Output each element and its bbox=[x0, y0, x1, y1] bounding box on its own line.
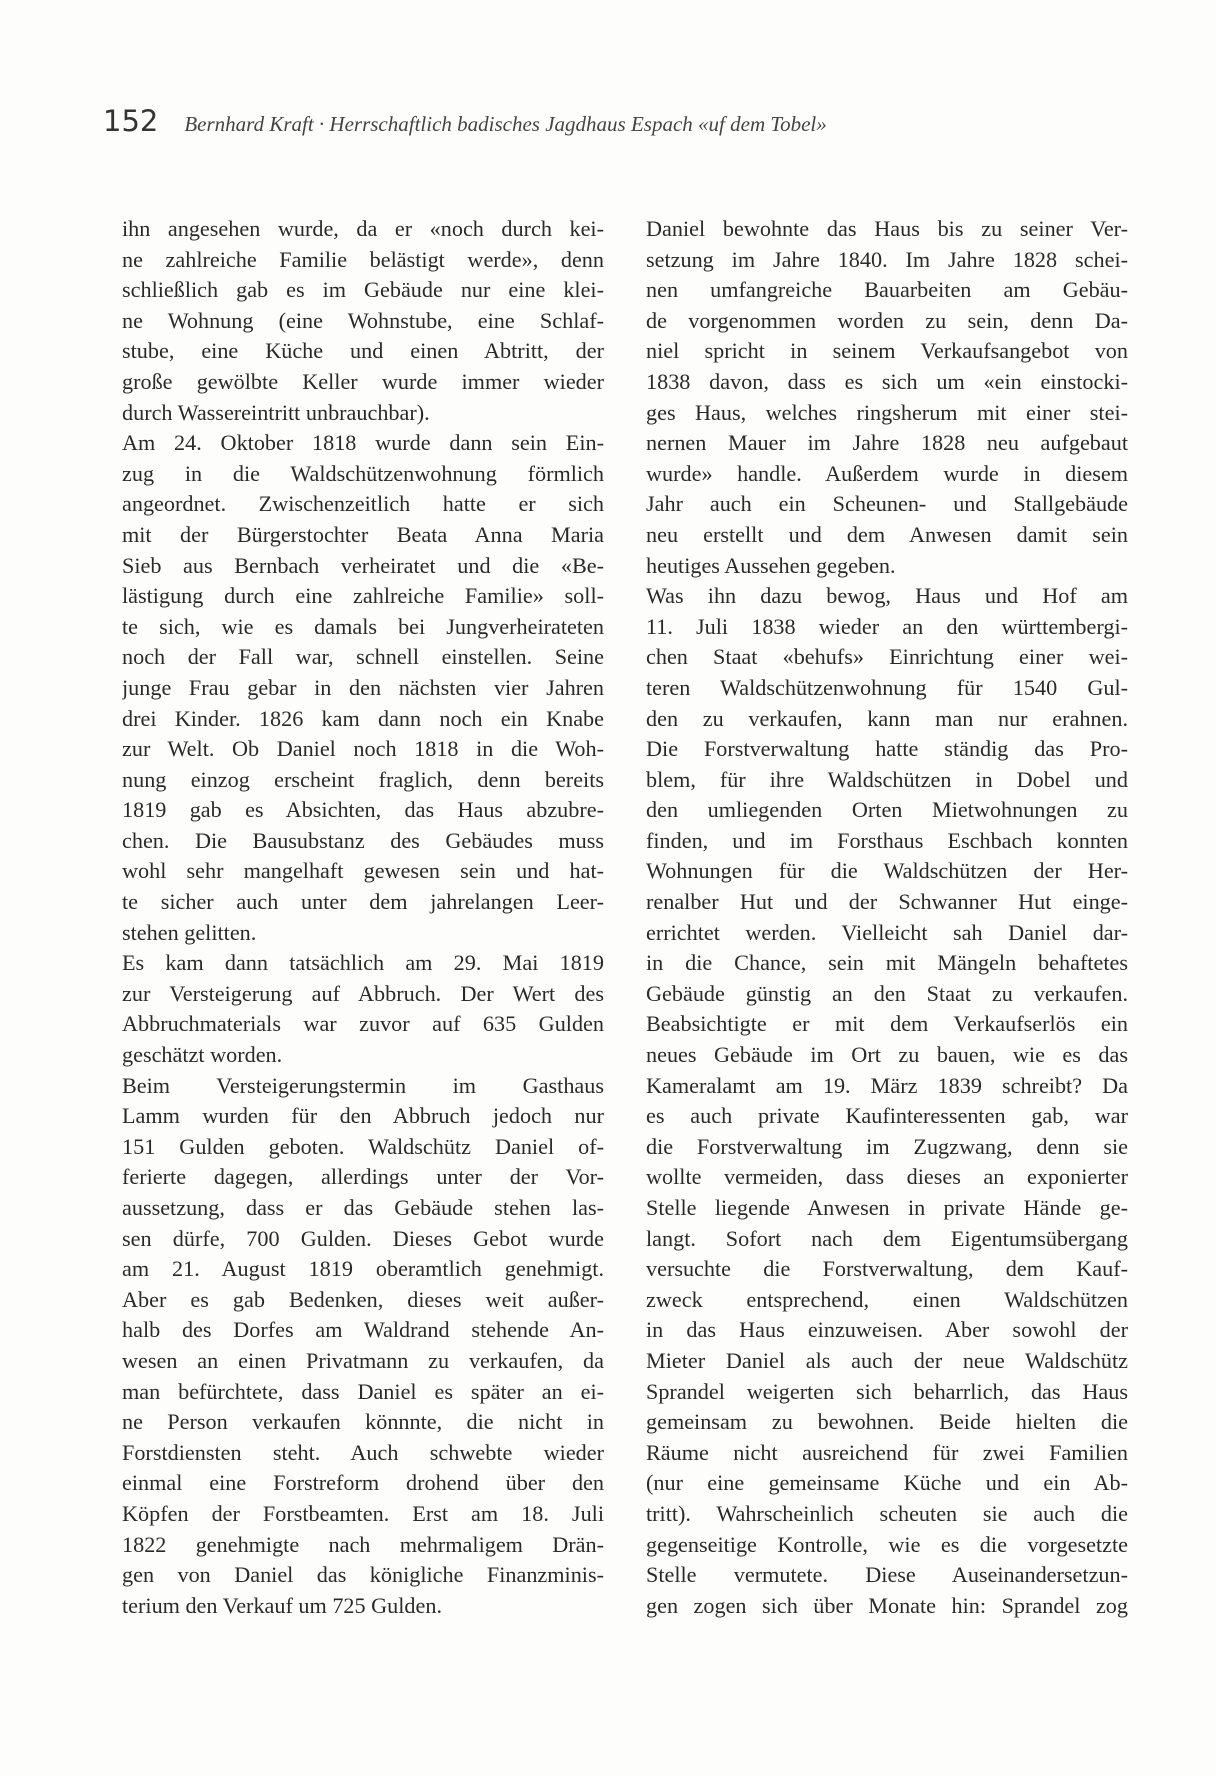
text-line: chen Staat «behufs» Einrichtung einer wei- bbox=[646, 644, 1128, 670]
text-line: ihn angesehen wurde, da er «noch durch kei- bbox=[122, 216, 604, 241]
running-title: Bernhard Kraft · Herrschaftlich badisches Jagdhaus Espach «uf dem Tobel» bbox=[184, 112, 827, 136]
text-line: angeordnet. Zwischenzeitlich hatte er sich bbox=[122, 491, 604, 517]
text-line: niel spricht in seinem Verkaufsangebot von bbox=[646, 338, 1128, 364]
text-line: wurde» handle. Außerdem wurde in diesem bbox=[646, 460, 1128, 486]
text-line: zug in die Waldschützenwohnung förmlich bbox=[122, 460, 604, 486]
page-number: 152 bbox=[103, 104, 159, 138]
text-line: 1822 genehmigte nach mehrmaligem Drän- bbox=[122, 1531, 604, 1557]
text-line: stehen gelitten. bbox=[122, 919, 257, 945]
text-line: nen umfangreiche Bauarbeiten am Gebäu- bbox=[646, 277, 1128, 303]
text-line: wohl sehr mangelhaft gewesen sein und hat- bbox=[122, 858, 604, 884]
left-text-column bbox=[122, 214, 604, 1634]
text-line: große gewölbte Keller wurde immer wieder bbox=[122, 368, 604, 394]
page-header bbox=[103, 104, 1113, 144]
text-line: Forstdiensten steht. Auch schwebte wieder bbox=[122, 1439, 604, 1465]
text-line: Räume nicht ausreichend für zwei Familien bbox=[646, 1439, 1128, 1465]
text-line: Abbruchmaterials war zuvor auf 635 Gulden bbox=[122, 1011, 604, 1037]
text-line: gegenseitige Kontrolle, wie es die vorgesetzte bbox=[646, 1531, 1128, 1557]
text-line: errichtet werden. Vielleicht sah Daniel dar- bbox=[646, 919, 1128, 945]
text-line: 1819 gab es Absichten, das Haus abzubre- bbox=[122, 797, 604, 823]
text-line: Am 24. Oktober 1818 wurde dann sein Ein- bbox=[122, 430, 604, 456]
text-line: te sicher auch unter dem jahrelangen Leer- bbox=[122, 889, 604, 915]
text-line: Sieb aus Bernbach verheiratet und die «Be- bbox=[122, 552, 604, 578]
text-line: neues Gebäude im Ort zu bauen, wie es das bbox=[646, 1042, 1128, 1068]
text-line: schließlich gab es im Gebäude nur eine klei- bbox=[122, 277, 604, 303]
text-line: de vorgenommen worden zu sein, denn Da- bbox=[646, 307, 1128, 333]
text-line: Daniel bewohnte das Haus bis zu seiner Ver- bbox=[646, 216, 1128, 241]
text-line: (nur eine gemeinsame Küche und ein Ab- bbox=[646, 1470, 1128, 1496]
text-line: man befürchtete, dass Daniel es später an ei- bbox=[122, 1378, 604, 1404]
text-line: junge Frau gebar in den nächsten vier Jahren bbox=[122, 674, 604, 700]
text-line: Mieter Daniel als auch der neue Waldschütz bbox=[646, 1347, 1128, 1373]
text-line: den umliegenden Orten Mietwohnungen zu bbox=[646, 797, 1128, 823]
text-line: zur Versteigerung auf Abbruch. Der Wert des bbox=[122, 980, 604, 1006]
text-line: nung einzog erscheint fraglich, denn bereits bbox=[122, 766, 604, 792]
text-line: 151 Gulden geboten. Waldschütz Daniel of- bbox=[122, 1133, 604, 1159]
text-line: stube, eine Küche und einen Abtritt, der bbox=[122, 338, 604, 364]
text-line: am 21. August 1819 oberamtlich genehmigt. bbox=[122, 1256, 604, 1282]
text-line: ne Person verkaufen könnnte, die nicht in bbox=[122, 1409, 604, 1435]
text-line: chen. Die Bausubstanz des Gebäudes muss bbox=[122, 827, 604, 853]
text-line: halb des Dorfes am Waldrand stehende An- bbox=[122, 1317, 604, 1343]
text-line: wesen an einen Privatmann zu verkaufen, da bbox=[122, 1347, 604, 1373]
text-line: den zu verkaufen, kann man nur erahnen. bbox=[646, 705, 1128, 731]
text-line: sen dürfe, 700 Gulden. Dieses Gebot wurde bbox=[122, 1225, 604, 1251]
text-line: heutiges Aussehen gegeben. bbox=[646, 552, 896, 578]
text-line: Sprandel weigerten sich beharrlich, das Haus bbox=[646, 1378, 1128, 1404]
text-line: Köpfen der Forstbeamten. Erst am 18. Juli bbox=[122, 1500, 604, 1526]
text-line: ges Haus, welches ringsherum mit einer stei- bbox=[646, 399, 1128, 425]
text-line: Lamm wurden für den Abbruch jedoch nur bbox=[122, 1103, 604, 1129]
text-line: renalber Hut und der Schwanner Hut einge- bbox=[646, 889, 1128, 915]
text-line: Die Forstverwaltung hatte ständig das Pro- bbox=[646, 736, 1128, 762]
text-line: ne zahlreiche Familie belästigt werde», denn bbox=[122, 246, 604, 272]
text-line: einmal eine Forstreform drohend über den bbox=[122, 1470, 604, 1496]
text-line: 1838 davon, dass es sich um «ein einstocki- bbox=[646, 368, 1128, 394]
text-line: terium den Verkauf um 725 Gulden. bbox=[122, 1592, 443, 1618]
text-line: tritt). Wahrscheinlich scheuten sie auch die bbox=[646, 1500, 1128, 1526]
text-line: durch Wassereintritt unbrauchbar). bbox=[122, 399, 430, 425]
text-line: Stelle liegende Anwesen in private Hände ge- bbox=[646, 1195, 1128, 1220]
text-line: gemeinsam zu bewohnen. Beide hielten die bbox=[646, 1409, 1128, 1435]
text-line: drei Kinder. 1826 kam dann noch ein Knabe bbox=[122, 705, 604, 731]
text-line: in die Chance, sein mit Mängeln behaftetes bbox=[646, 950, 1128, 976]
text-line: langt. Sofort nach dem Eigentumsübergang bbox=[646, 1225, 1128, 1251]
text-line: lästigung durch eine zahlreiche Familie» soll- bbox=[122, 583, 604, 609]
text-line: Beabsichtigte er mit dem Verkaufserlös ein bbox=[646, 1011, 1128, 1037]
text-line: versuchte die Forstverwaltung, dem Kauf- bbox=[646, 1256, 1128, 1282]
text-line: Es kam dann tatsächlich am 29. Mai 1819 bbox=[122, 950, 604, 976]
text-line: ne Wohnung (eine Wohnstube, eine Schlaf- bbox=[122, 307, 604, 333]
text-line: neu erstellt und dem Anwesen damit sein bbox=[646, 521, 1128, 547]
text-line: gen von Daniel das königliche Finanzminis- bbox=[122, 1562, 604, 1588]
text-line: setzung im Jahre 1840. Im Jahre 1828 schei- bbox=[646, 246, 1128, 272]
text-line: aussetzung, dass er das Gebäude stehen las- bbox=[122, 1195, 604, 1220]
text-line: Gebäude günstig an den Staat zu verkaufen. bbox=[646, 980, 1128, 1006]
text-line: die Forstverwaltung im Zugzwang, denn sie bbox=[646, 1133, 1128, 1159]
text-line: blem, für ihre Waldschützen in Dobel und bbox=[646, 766, 1128, 792]
right-text-column bbox=[646, 214, 1128, 1634]
text-line: teren Waldschützenwohnung für 1540 Gul- bbox=[646, 674, 1128, 700]
text-line: 11. Juli 1838 wieder an den württembergi- bbox=[646, 613, 1128, 639]
text-line: Jahr auch ein Scheunen- und Stallgebäude bbox=[646, 491, 1128, 517]
text-line: Aber es gab Bedenken, dieses weit außer- bbox=[122, 1286, 604, 1312]
text-line: nernen Mauer im Jahre 1828 neu aufgebaut bbox=[646, 430, 1128, 456]
text-line: gen zogen sich über Monate hin: Sprandel zog bbox=[646, 1592, 1128, 1618]
text-line: noch der Fall war, schnell einstellen. Seine bbox=[122, 644, 604, 670]
text-line: es auch private Kaufinteressenten gab, war bbox=[646, 1103, 1128, 1129]
text-line: Beim Versteigerungstermin im Gasthaus bbox=[122, 1072, 604, 1098]
text-line: zweck entsprechend, einen Waldschützen bbox=[646, 1286, 1128, 1312]
text-line: Kameralamt am 19. März 1839 schreibt? Da bbox=[646, 1072, 1128, 1098]
text-line: finden, und im Forsthaus Eschbach konnten bbox=[646, 827, 1128, 853]
text-line: geschätzt worden. bbox=[122, 1042, 283, 1068]
text-line: Was ihn dazu bewog, Haus und Hof am bbox=[646, 583, 1128, 609]
text-line: Wohnungen für die Waldschützen der Her- bbox=[646, 858, 1128, 884]
text-line: wollte vermeiden, dass dieses an exponierter bbox=[646, 1164, 1128, 1190]
text-line: te sich, wie es damals bei Jungverheirateten bbox=[122, 613, 604, 639]
text-line: Stelle vermutete. Diese Auseinandersetzun- bbox=[646, 1562, 1128, 1588]
text-line: ferierte dagegen, allerdings unter der Vor- bbox=[122, 1164, 604, 1190]
text-line: mit der Bürgerstochter Beata Anna Maria bbox=[122, 521, 604, 547]
text-line: zur Welt. Ob Daniel noch 1818 in die Woh- bbox=[122, 736, 604, 762]
text-line: in das Haus einzuweisen. Aber sowohl der bbox=[646, 1317, 1128, 1343]
